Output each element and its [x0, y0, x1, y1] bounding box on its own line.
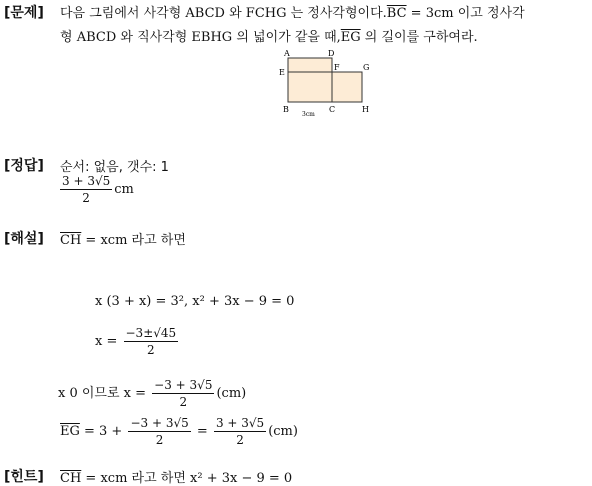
eq-denominator: 2	[147, 343, 155, 357]
solution-text: = xcm 라고 하면	[81, 233, 186, 248]
eq-numerator: −3 + 3√5	[154, 378, 213, 392]
unit: (cm)	[216, 386, 247, 401]
segment-bc: $\overline{BC}$	[386, 6, 407, 21]
unit: (cm)	[268, 424, 298, 439]
eq-lhs: x =	[95, 334, 118, 349]
problem-text: 다음 그림에서 사각형 ABCD 와 FCHG 는 정사각형이다.	[60, 6, 387, 21]
solution-text: = 3 +	[79, 424, 123, 439]
problem-line-1	[60, 2, 525, 21]
segment-eg: $\overline{EG}$	[340, 30, 361, 45]
solution-text: x 0 이므로 x =	[58, 386, 147, 401]
label-h: H	[362, 105, 369, 114]
square-abcd	[288, 58, 332, 102]
solution-eq-1: x (3 + x) = 3², x² + 3x − 9 = 0	[95, 294, 295, 309]
label-e: E	[279, 68, 285, 77]
eq-denominator: 2	[236, 433, 244, 447]
answer-unit: cm	[114, 182, 134, 197]
answer-numerator: 3 + 3√5	[62, 174, 111, 188]
answer-value	[58, 174, 134, 205]
problem-label: [문제]	[4, 5, 44, 21]
hint-text	[60, 467, 292, 486]
problem-line-2	[60, 26, 478, 45]
eq-numerator: −3±√45	[125, 326, 177, 340]
geometry-figure	[278, 48, 378, 120]
problem-text: 형 ABCD 와 직사각형 EBHG 의 넓이가 같을 때,	[60, 30, 341, 45]
label-f: F	[334, 63, 340, 72]
solution-intro	[60, 229, 186, 248]
segment-ch: $\overline{CH}$	[60, 471, 82, 486]
eq-numerator: −3 + 3√5	[130, 416, 189, 430]
problem-text: = 3cm 이고 정사각	[406, 6, 525, 21]
solution-label: [해설]	[4, 231, 44, 247]
label-bc-length: 3cm	[302, 111, 315, 118]
hint-label: [힌트]	[4, 469, 44, 485]
answer-info: 순서: 없음, 갯수: 1	[60, 160, 169, 175]
segment-ch: $\overline{CH}$	[60, 233, 82, 248]
answer-label: [정답]	[4, 158, 44, 174]
label-g: G	[363, 63, 370, 72]
solution-eq-2	[95, 326, 180, 357]
label-b: B	[283, 105, 289, 114]
equals-sign: =	[196, 424, 208, 439]
answer-denominator: 2	[82, 191, 90, 205]
hint-body: = xcm 라고 하면 x² + 3x − 9 = 0	[81, 471, 293, 486]
eq-denominator: 2	[179, 395, 188, 409]
solution-line-3	[58, 378, 246, 409]
solution-line-4	[60, 416, 298, 447]
label-d: D	[328, 49, 335, 58]
label-a: A	[284, 49, 290, 58]
label-c: C	[329, 105, 336, 114]
eq-denominator: 2	[155, 433, 164, 447]
segment-eg: $\overline{EG}$	[60, 424, 80, 439]
problem-text: 의 길이를 구하여라.	[360, 30, 478, 45]
eq-numerator: 3 + 3√5	[215, 416, 265, 430]
square-fchg	[332, 72, 362, 102]
